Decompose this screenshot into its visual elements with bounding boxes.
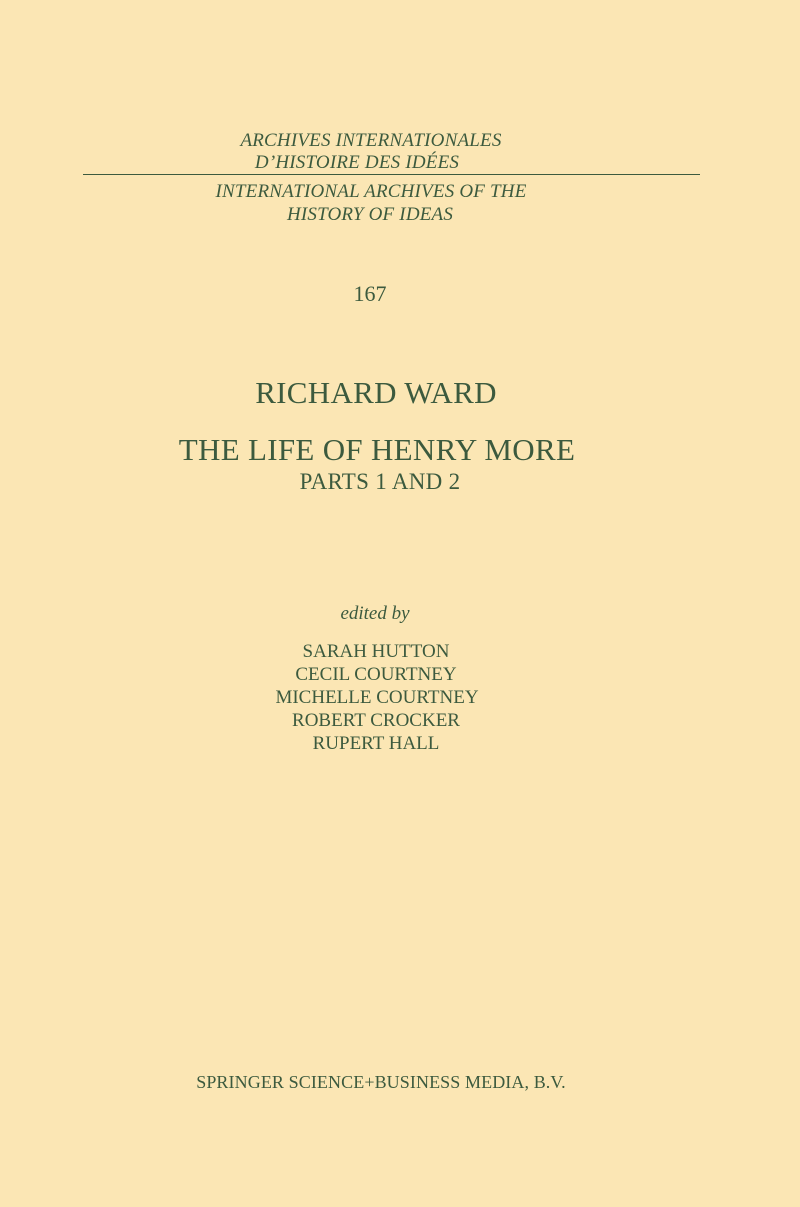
edited-by-label: edited by <box>340 603 410 624</box>
editor-name: ROBERT CROCKER <box>292 710 460 731</box>
book-subtitle: PARTS 1 AND 2 <box>299 469 461 494</box>
publisher-name: SPRINGER SCIENCE+BUSINESS MEDIA, B.V. <box>196 1072 566 1092</box>
series-divider-rule <box>83 174 700 175</box>
series-title-english-line-1: INTERNATIONAL ARCHIVES OF THE <box>215 181 527 202</box>
volume-number: 167 <box>353 281 387 306</box>
editor-name: CECIL COURTNEY <box>295 664 457 685</box>
series-title-english-line-2: HISTORY OF IDEAS <box>286 204 454 225</box>
book-title: THE LIFE OF HENRY MORE <box>178 432 576 467</box>
author-name: RICHARD WARD <box>255 375 497 410</box>
editor-name: RUPERT HALL <box>312 733 440 754</box>
series-title-french-line-1: ARCHIVES INTERNATIONALES <box>240 130 502 151</box>
series-title-french-line-2: D’HISTOIRE DES IDÉES <box>254 152 460 173</box>
editor-name: MICHELLE COURTNEY <box>275 687 479 708</box>
editor-name: SARAH HUTTON <box>302 641 450 662</box>
